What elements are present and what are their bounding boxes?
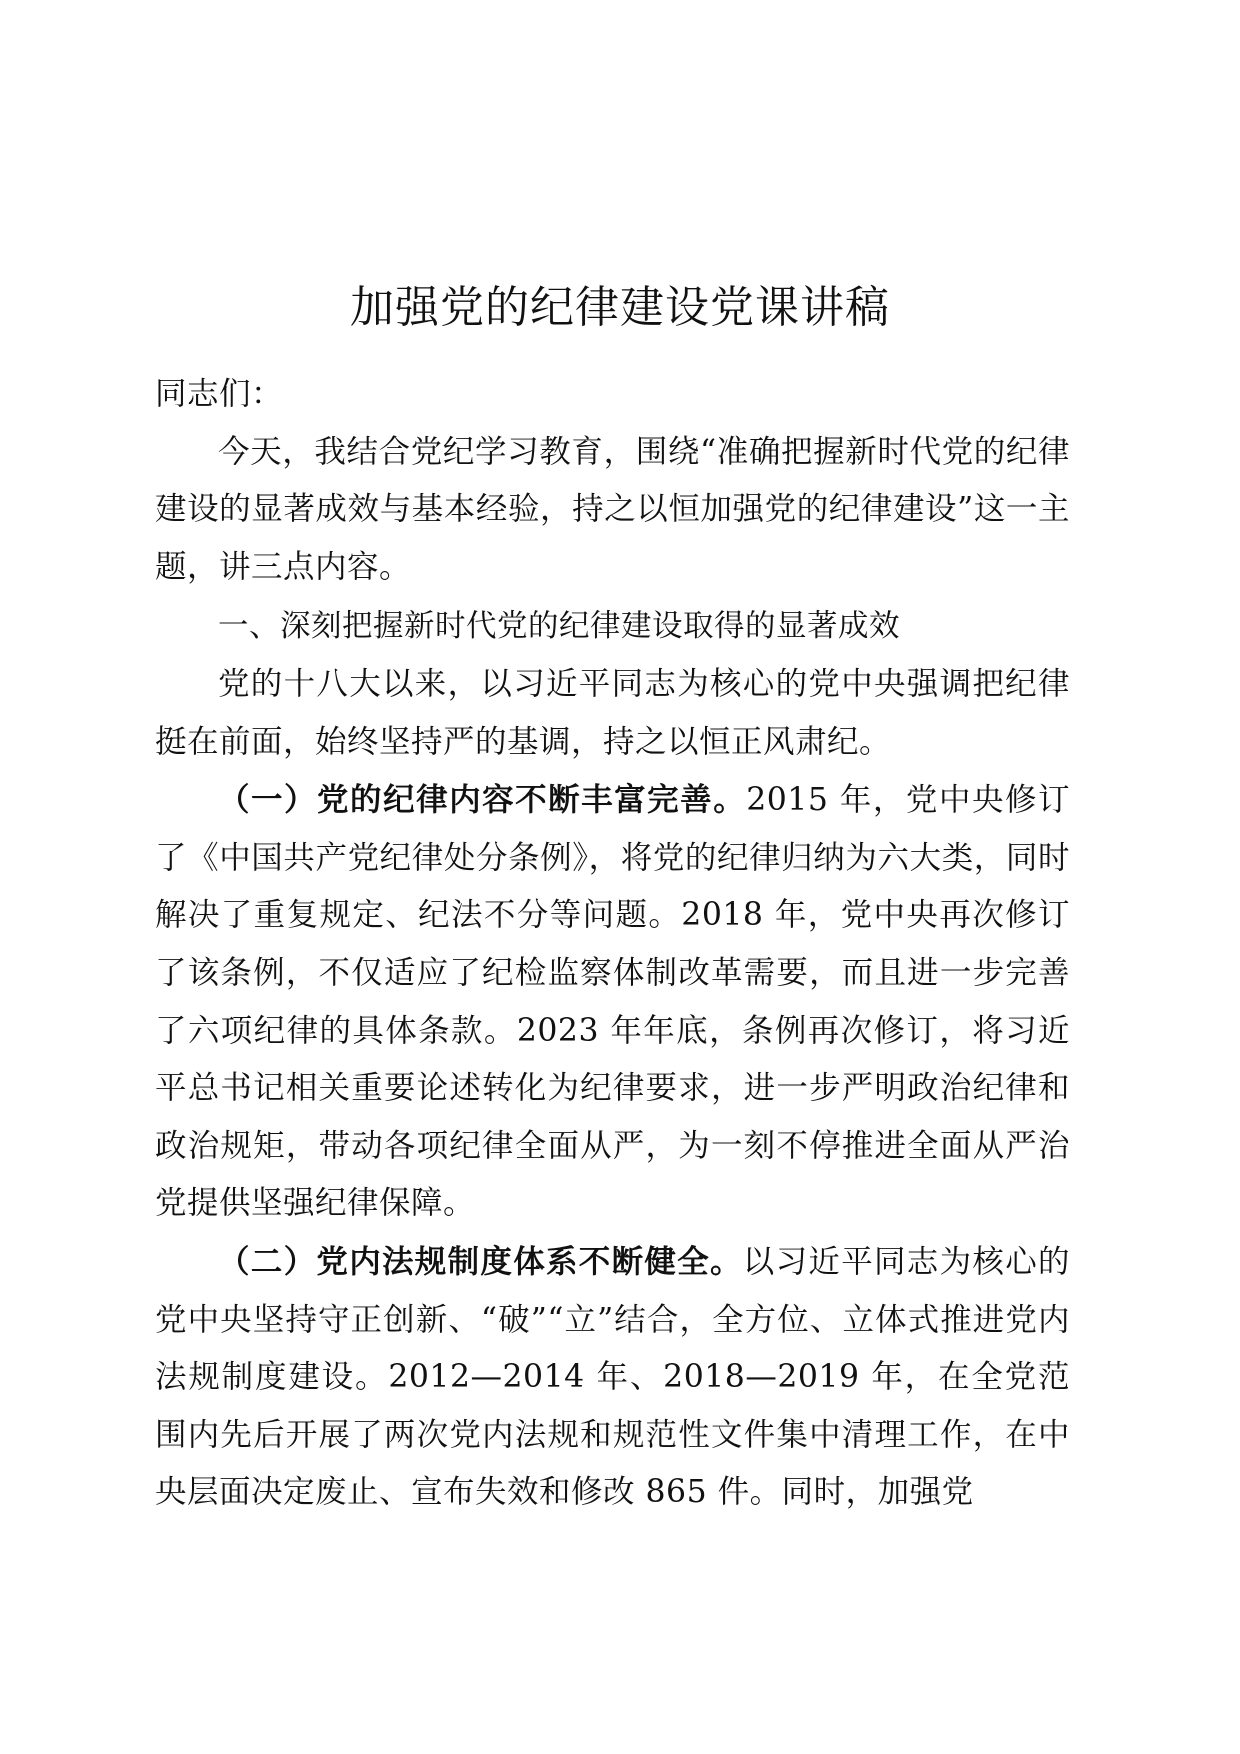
item-1-paragraph (155, 771, 1070, 1233)
item-2-lead: （二）党内法规制度体系不断健全。 (218, 1242, 743, 1280)
document-body (155, 366, 1070, 1522)
salutation: 同志们： (155, 376, 284, 412)
item-2-text: 以习近平同志为核心的党中央坚持守正创新、“破”“立”结合，全方位、立体式推进党内法规制度建设。2012—2014 年、2018—2019 年，在全党范围内先后开展了两次党内法规和规范性文件集中清理工作，在中央层面决定废止、宣布失效和修改 865 件。同时，加强党 (155, 1243, 1070, 1511)
section-1-heading: 一、深刻把握新时代党的纪律建设取得的显著成效 (218, 609, 900, 645)
item-1-lead: （一）党的纪律内容不断丰富完善。 (218, 781, 747, 819)
document-title: 加强党的纪律建设党课讲稿 (350, 282, 890, 333)
item-1-text: 2015 年，党中央修订了《中国共产党纪律处分条例》，将党的纪律归纳为六大类，同时解决了重复规定、纪法不分等问题。2018 年，党中央再次修订了该条例，不仅适应了纪检监察体制改革需要，而且进一步完善了六项纪律的具体条款。2023 年年底，条例再次修订，将习近平总书记相关重要论述转化为纪律要求，进一步严明政治纪律和政治规矩，带动各项纪律全面从严，为一刻不停推进全面从严治党提供坚强纪律保障。 (155, 782, 1070, 1222)
item-2-paragraph (155, 1233, 1070, 1522)
section-1-intro-paragraph: 党的十八大以来，以习近平同志为核心的党中央强调把纪律挺在前面，始终坚持严的基调，持之以恒正风肃纪。 (155, 665, 1070, 760)
intro-paragraph: 今天，我结合党纪学习教育，围绕“准确把握新时代党的纪律建设的显著成效与基本经验，持之以恒加强党的纪律建设”这一主题，讲三点内容。 (155, 433, 1070, 585)
